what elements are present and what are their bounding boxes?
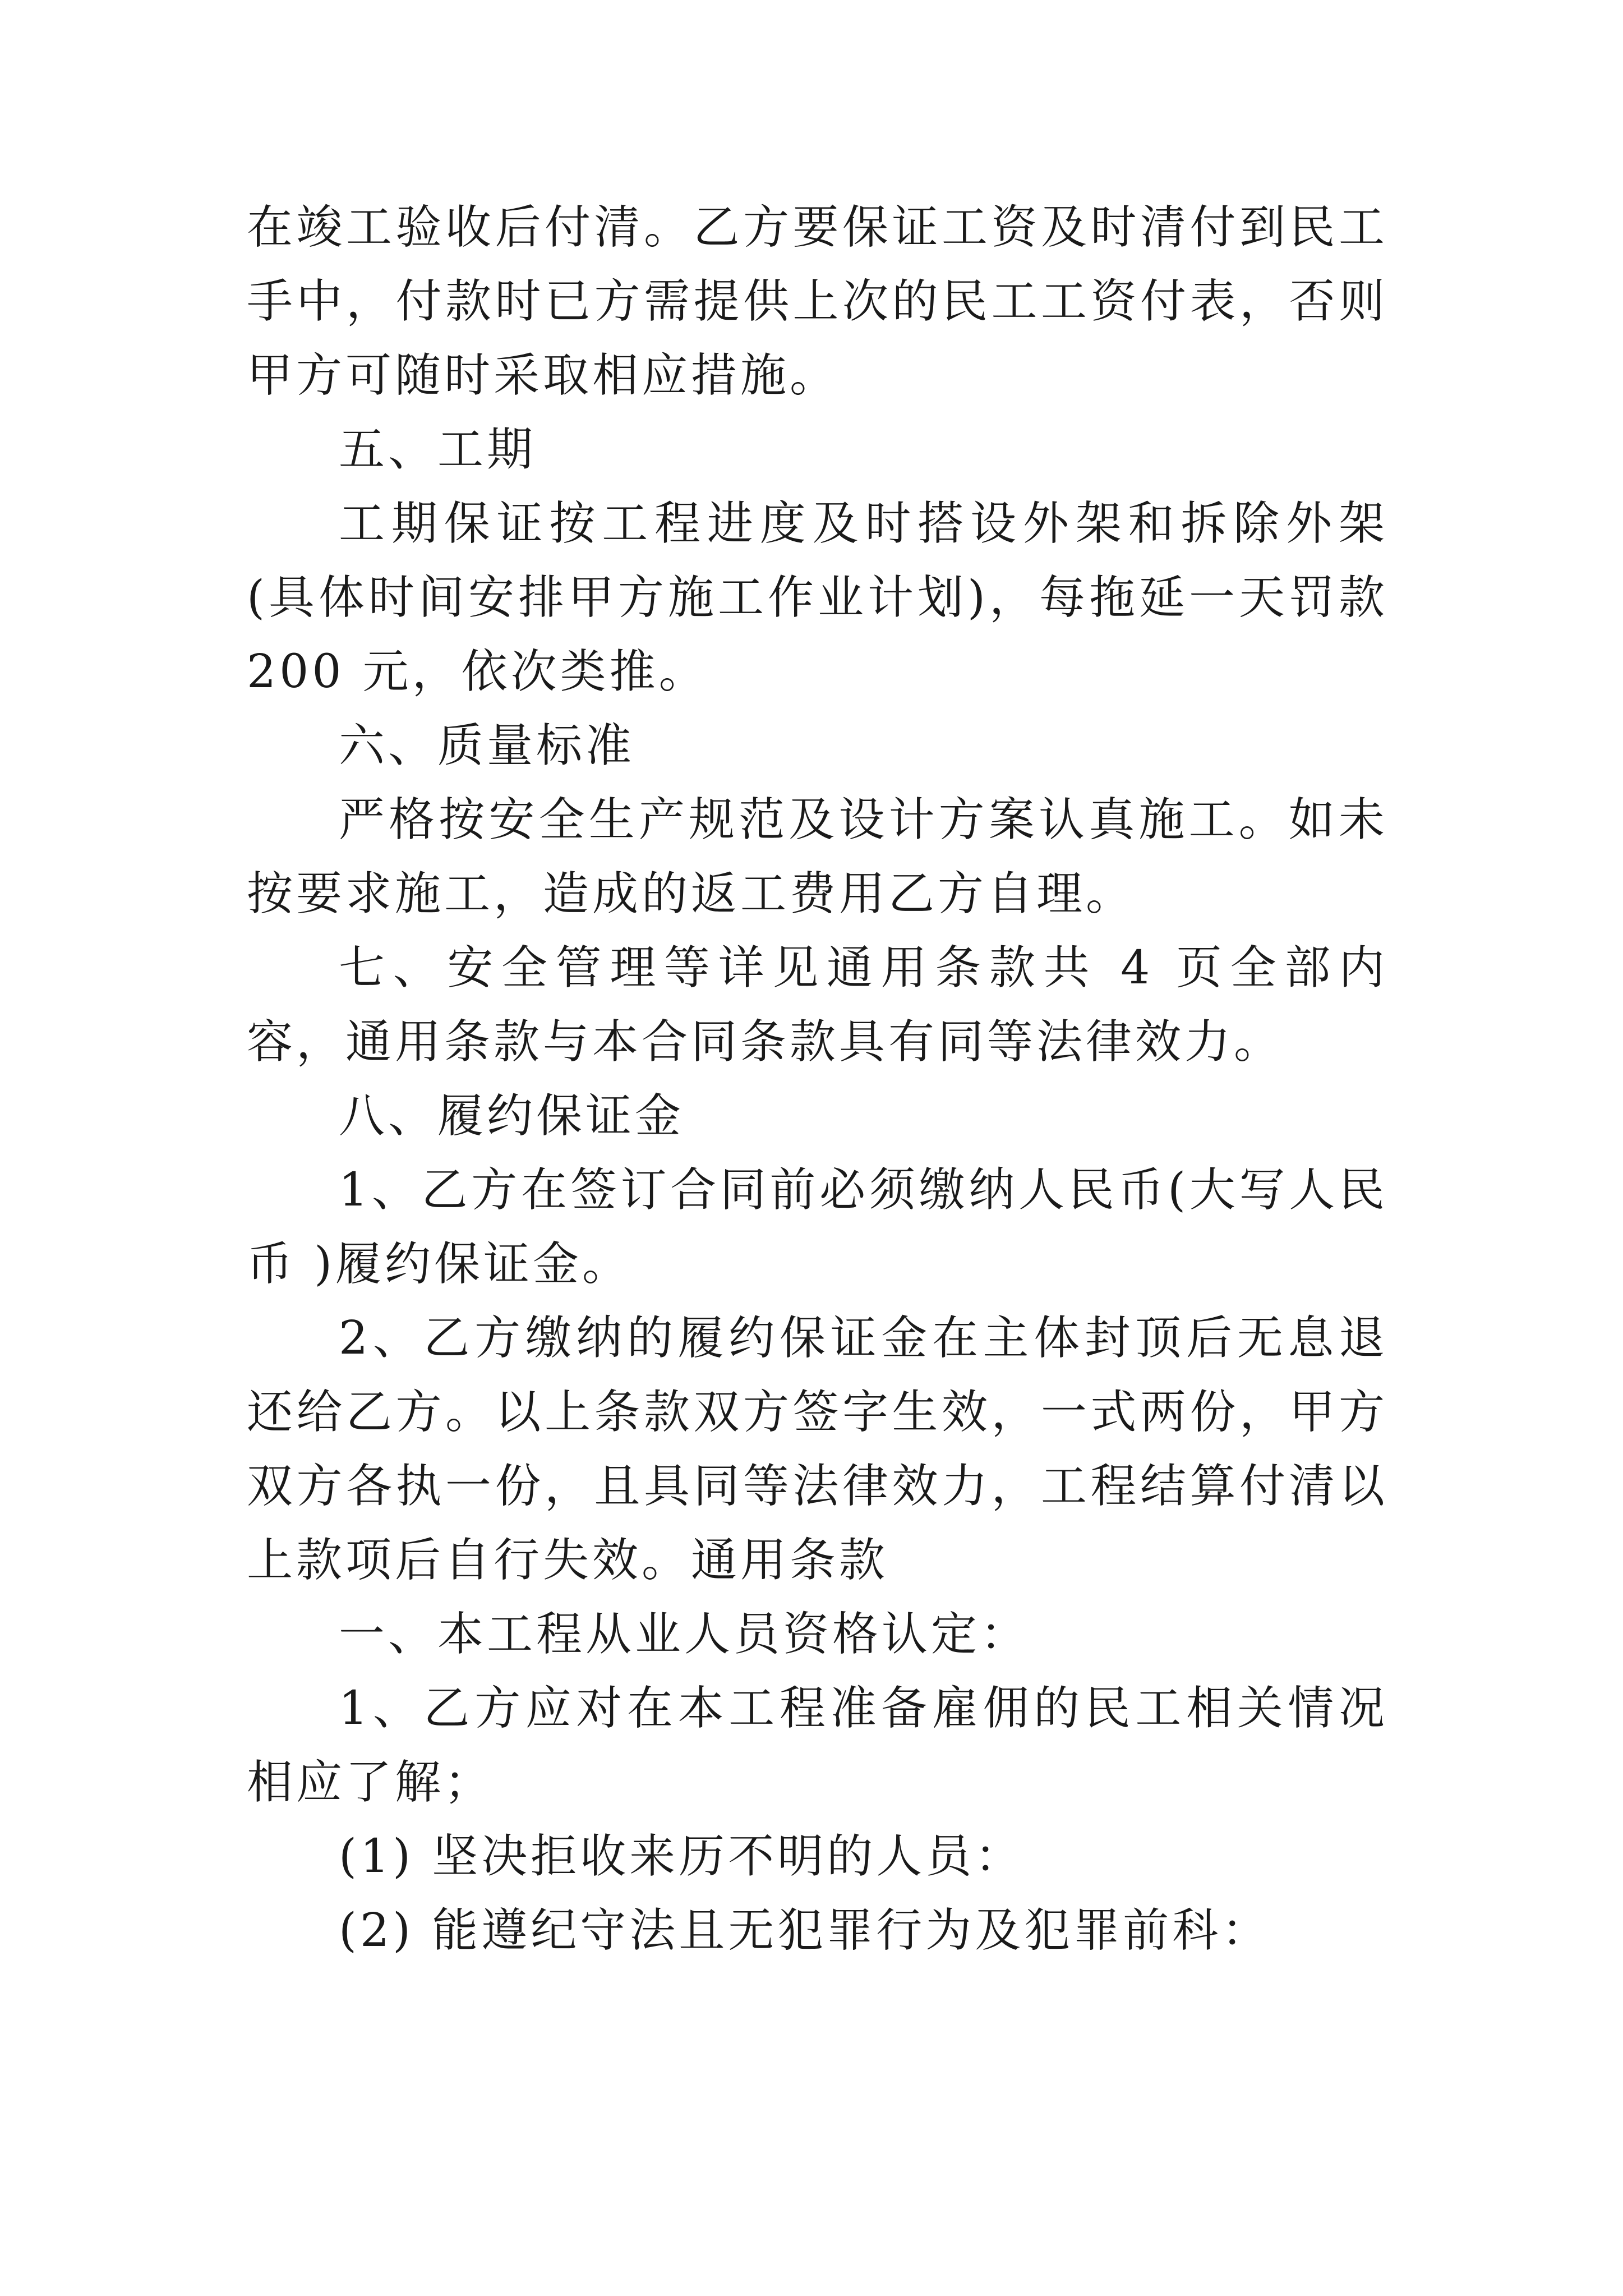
list-item-1: (1) 坚决拒收来历不明的人员：	[339, 1830, 1025, 1883]
paragraph-schedule: 工期保证按工程进度及时搭设外架和拆除外架(具体时间安排甲方施工作业计划)，每拖延一天罚款 200 元，依次类推。	[247, 497, 1388, 698]
heading-section-5-schedule: 五、工期	[339, 423, 537, 476]
contract-text-body	[247, 191, 1388, 1968]
paragraph-payment-terms: 在竣工验收后付清。乙方要保证工资及时清付到民工手中，付款时已方需提供上次的民工工资付表，否则甲方可随时采取相应措施。	[247, 201, 1388, 402]
paragraph-deposit-1: 1、乙方在签订合同前必须缴纳人民币(大写人民币 )履约保证金。	[247, 1163, 1388, 1291]
heading-section-8-deposit: 八、履约保证金	[339, 1089, 685, 1143]
paragraph-general-terms-1-1: 1、乙方应对在本工程准备雇佣的民工相关情况相应了解；	[247, 1682, 1388, 1809]
paragraph-deposit-2: 2、乙方缴纳的履约保证金在主体封顶后无息退还给乙方。以上条款双方签字生效，一式两份，甲方双方各执一份，且具同等法律效力，工程结算付清以上款项后自行失效。通用条款	[247, 1312, 1388, 1587]
paragraph-section-7-safety: 七、安全管理等详见通用条款共 4 页全部内容，通用条款与本合同条款具有同等法律效力。	[247, 941, 1388, 1069]
heading-section-6-quality: 六、质量标准	[339, 719, 635, 772]
heading-general-terms-1: 一、本工程从业人员资格认定：	[339, 1608, 1030, 1661]
paragraph-quality: 严格按安全生产规范及设计方案认真施工。如未按要求施工，造成的返工费用乙方自理。	[247, 793, 1388, 921]
list-item-2: (2) 能遵纪守法且无犯罪行为及犯罪前科：	[339, 1904, 1271, 1957]
